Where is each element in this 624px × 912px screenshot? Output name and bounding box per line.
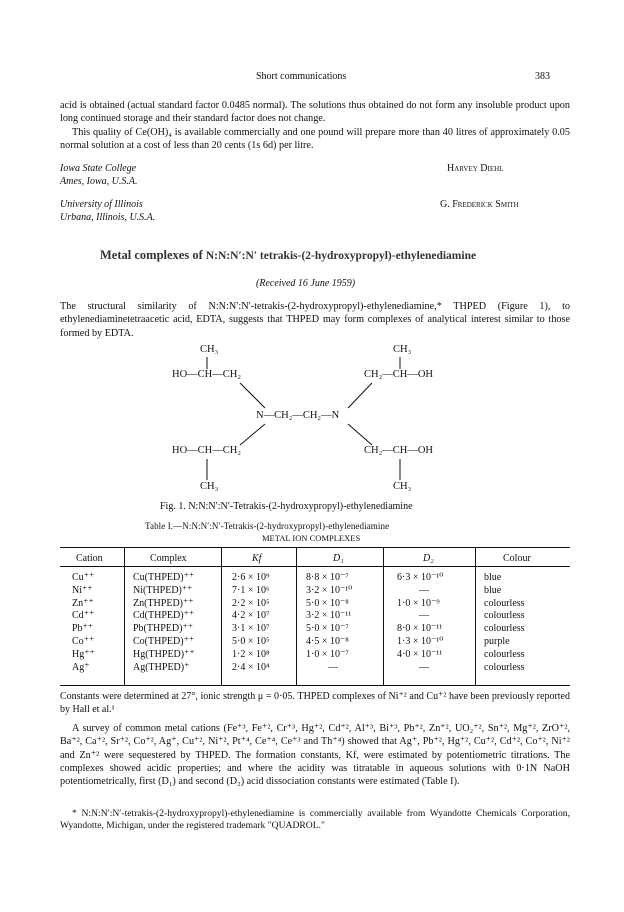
table-cell-d1-constant: 8·8 × 10⁻⁷ <box>306 572 349 583</box>
survey-paragraph: A survey of common metal cations (Fe⁺³, Fe⁺², Cr⁺³, Hg⁺², Cd⁺², Al⁺³, Bi⁺³, Pb⁺², Zn⁺², UO₂⁺², Sn⁺², Mg⁺², ZrO⁺², Ba⁺², Ca⁺², Sr⁺², Co⁺², Ag⁺, Cu⁺², Ni⁺², Pt⁺⁴, Ce⁺⁴, Ce⁺³ and Th⁺⁴) showed that Ag⁺, Pb⁺², Hg⁺², Cu⁺², Cd⁺², Co⁺², Ni⁺² and Zn⁺² were sequestered by THPED. The formation constants, Kf, were estimated by potentiometric titrations. The complexes showed acidic properties; and where the acidity was titratable in aqueous solutions with 0·1N NaOH potentiometrically, first (D₁) and second (D₂) acid dissociation constants were estimated (Table I). <box>60 723 570 788</box>
table-header-cell: D₁ <box>333 553 344 564</box>
affiliation: University of Illinois <box>60 199 143 210</box>
table-cell-d1-constant: 3·2 × 10⁻¹¹ <box>306 610 352 622</box>
table-cell-d1-constant: 3·2 × 10⁻¹⁰ <box>306 584 353 596</box>
table-cell-formation-constant: 1·2 × 10⁸ <box>232 648 270 660</box>
table-cell-formation-constant: 5·0 × 10⁵ <box>232 636 270 647</box>
affiliation: Ames, Iowa, U.S.A. <box>60 176 138 187</box>
table-cell-cation: Ag⁺ <box>72 661 90 673</box>
prev-article-paragraph: This quality of Ce(OH)₄ is available commercially and one pound will prepare more than 40 litres of approximately 0.05 normal solution at a cost of less than 20 cents (1s 6d) per litre. <box>60 127 570 152</box>
table-cell-colour: colourless <box>484 661 525 673</box>
table-cell-colour: colourless <box>484 610 525 622</box>
figure-caption: Fig. 1. N:N:N′:N′-Tetrakis-(2-hydroxypropyl)-ethylenediamine <box>160 501 413 512</box>
table-cell-complex: Cu(THPED)⁺⁺ <box>133 572 195 583</box>
table-caption: Table I.—N:N:N′:N′-Tetrakis-(2-hydroxypropyl)-ethylenediamine <box>145 521 390 531</box>
table-rule-header <box>60 566 570 567</box>
trademark-footnote: * N:N:N′:N′-tetrakis-(2-hydroxypropyl)-ethylenediamine is commercially available from Wyandotte Chemicals Corporation, Wyandotte, Michigan, under the registered trademark "QUADROL." <box>60 808 570 832</box>
table-cell-colour: blue <box>484 572 502 583</box>
methyl-group-bottom-left: CH₃ <box>200 481 219 492</box>
central-chain: N—CH₂—CH₂—N <box>256 410 340 421</box>
table-cell-cation: Co⁺⁺ <box>72 636 95 647</box>
methyl-group-top-left: CH₃ <box>200 344 219 355</box>
affiliation: Iowa State College <box>60 163 137 174</box>
table-cell-d1-constant: 4·5 × 10⁻⁸ <box>306 636 349 647</box>
bond-diagonal <box>240 383 265 408</box>
arm-bottom-right: CH₂—CH—OH <box>364 445 433 456</box>
table-cell-colour: blue <box>484 584 502 596</box>
article-title-rest: N:N:N′:N′ tetrakis-(2-hydroxypropyl)-ethylenediamine <box>205 250 477 262</box>
article-title-prefix: Metal complexes of <box>100 248 203 262</box>
table-cell-formation-constant: 2·4 × 10⁴ <box>232 661 270 673</box>
table-cell-complex: Hg(THPED)⁺⁺ <box>133 648 195 660</box>
table-header-cell: Colour <box>503 553 531 564</box>
methyl-group-bottom-right: CH₃ <box>393 481 412 492</box>
table-rule-bottom <box>60 685 570 686</box>
table-column-divider <box>221 547 222 685</box>
table-cell-d2-constant: 1·3 × 10⁻¹⁰ <box>397 636 444 647</box>
table-rule-top <box>60 547 570 548</box>
table-cell-d1-constant: 5·0 × 10⁻⁸ <box>306 597 349 609</box>
received-date: (Received 16 June 1959) <box>256 278 356 289</box>
bond-diagonal <box>240 424 265 445</box>
table-column-divider <box>124 547 125 685</box>
arm-top-right: CH₂—CH—OH <box>364 369 433 380</box>
table-cell-d1-constant: — <box>328 661 338 673</box>
table-cell-d2-constant: — <box>419 661 429 673</box>
table-footnote: Constants were determined at 27°, ionic strength μ = 0·05. THPED complexes of Ni⁺² and Cu⁺² have been previously reported by Hall et al.¹ <box>60 691 570 715</box>
methyl-group-top-right: CH₃ <box>393 344 412 355</box>
table-cell-cation: Cd⁺⁺ <box>72 610 95 622</box>
table-column-divider <box>383 547 384 685</box>
running-title: Short communications <box>256 71 347 82</box>
author-name: Harvey Diehl <box>447 163 504 174</box>
table-cell-colour: purple <box>484 636 510 647</box>
author-name: G. Frederick Smith <box>440 199 519 210</box>
table-cell-formation-constant: 2·2 × 10⁵ <box>232 597 270 609</box>
table-header-cell: Cation <box>76 553 103 564</box>
table-cell-cation: Zn⁺⁺ <box>72 597 94 609</box>
table-cell-formation-constant: 2·6 × 10⁹ <box>232 572 270 583</box>
table-cell-colour: colourless <box>484 623 525 635</box>
intro-paragraph: The structural similarity of N:N:N′:N′-tetrakis-(2-hydroxypropyl)-ethylenediamine,* THPED (Figure 1), to ethylenediaminetetraacetic acid, EDTA, suggests that THPED may form complexes of analytical interest similar to those formed by EDTA. <box>60 301 570 339</box>
table-column-divider <box>296 547 297 685</box>
arm-top-left: HO—CH—CH₂ <box>172 369 241 380</box>
table-cell-d1-constant: 5·0 × 10⁻⁷ <box>306 623 349 635</box>
table-cell-d1-constant: 1·0 × 10⁻⁷ <box>306 648 349 660</box>
bond-diagonal <box>348 383 372 408</box>
table-cell-complex: Co(THPED)⁺⁺ <box>133 636 195 647</box>
table-cell-formation-constant: 3·1 × 10⁷ <box>232 623 270 635</box>
arm-bottom-left: HO—CH—CH₂ <box>172 445 241 456</box>
bond-diagonal <box>348 424 372 445</box>
table-header-cell: Kf <box>252 553 262 564</box>
affiliation: Urbana, Illinois, U.S.A. <box>60 212 156 223</box>
table-cell-d2-constant: 6·3 × 10⁻¹⁰ <box>397 572 444 583</box>
table-cell-complex: Ni(THPED)⁺⁺ <box>133 584 193 596</box>
table-cell-d2-constant: — <box>419 610 429 622</box>
table-cell-complex: Pb(THPED)⁺⁺ <box>133 623 193 635</box>
table-caption-line2: METAL ION COMPLEXES <box>262 533 361 543</box>
table-cell-cation: Pb⁺⁺ <box>72 623 94 635</box>
table-cell-complex: Ag(THPED)⁺ <box>133 661 190 673</box>
table-cell-formation-constant: 7·1 × 10⁶ <box>232 584 270 596</box>
table-header-cell: Complex <box>150 553 187 564</box>
prev-article-paragraph: acid is obtained (actual standard factor 0.0485 normal). The solutions thus obtained do not form any insoluble product upon long continued storage and their standard factor does not change. <box>60 100 570 125</box>
table-cell-complex: Cd(THPED)⁺⁺ <box>133 610 195 622</box>
table-cell-colour: colourless <box>484 597 525 609</box>
table-cell-cation: Ni⁺⁺ <box>72 584 93 596</box>
page-number: 383 <box>535 71 550 82</box>
table-cell-d2-constant: 8·0 × 10⁻¹¹ <box>397 623 443 635</box>
table-column-divider <box>475 547 476 685</box>
table-cell-d2-constant: 1·0 × 10⁻⁹ <box>397 597 440 609</box>
table-cell-formation-constant: 4·2 × 10⁷ <box>232 610 270 622</box>
table-cell-colour: colourless <box>484 648 525 660</box>
table-cell-cation: Cu⁺⁺ <box>72 572 95 583</box>
table-cell-complex: Zn(THPED)⁺⁺ <box>133 597 194 609</box>
table-header-cell: D₂ <box>423 553 434 564</box>
table-cell-d2-constant: 4·0 × 10⁻¹¹ <box>397 648 443 660</box>
table-cell-d2-constant: — <box>419 584 429 596</box>
table-cell-cation: Hg⁺⁺ <box>72 648 95 660</box>
